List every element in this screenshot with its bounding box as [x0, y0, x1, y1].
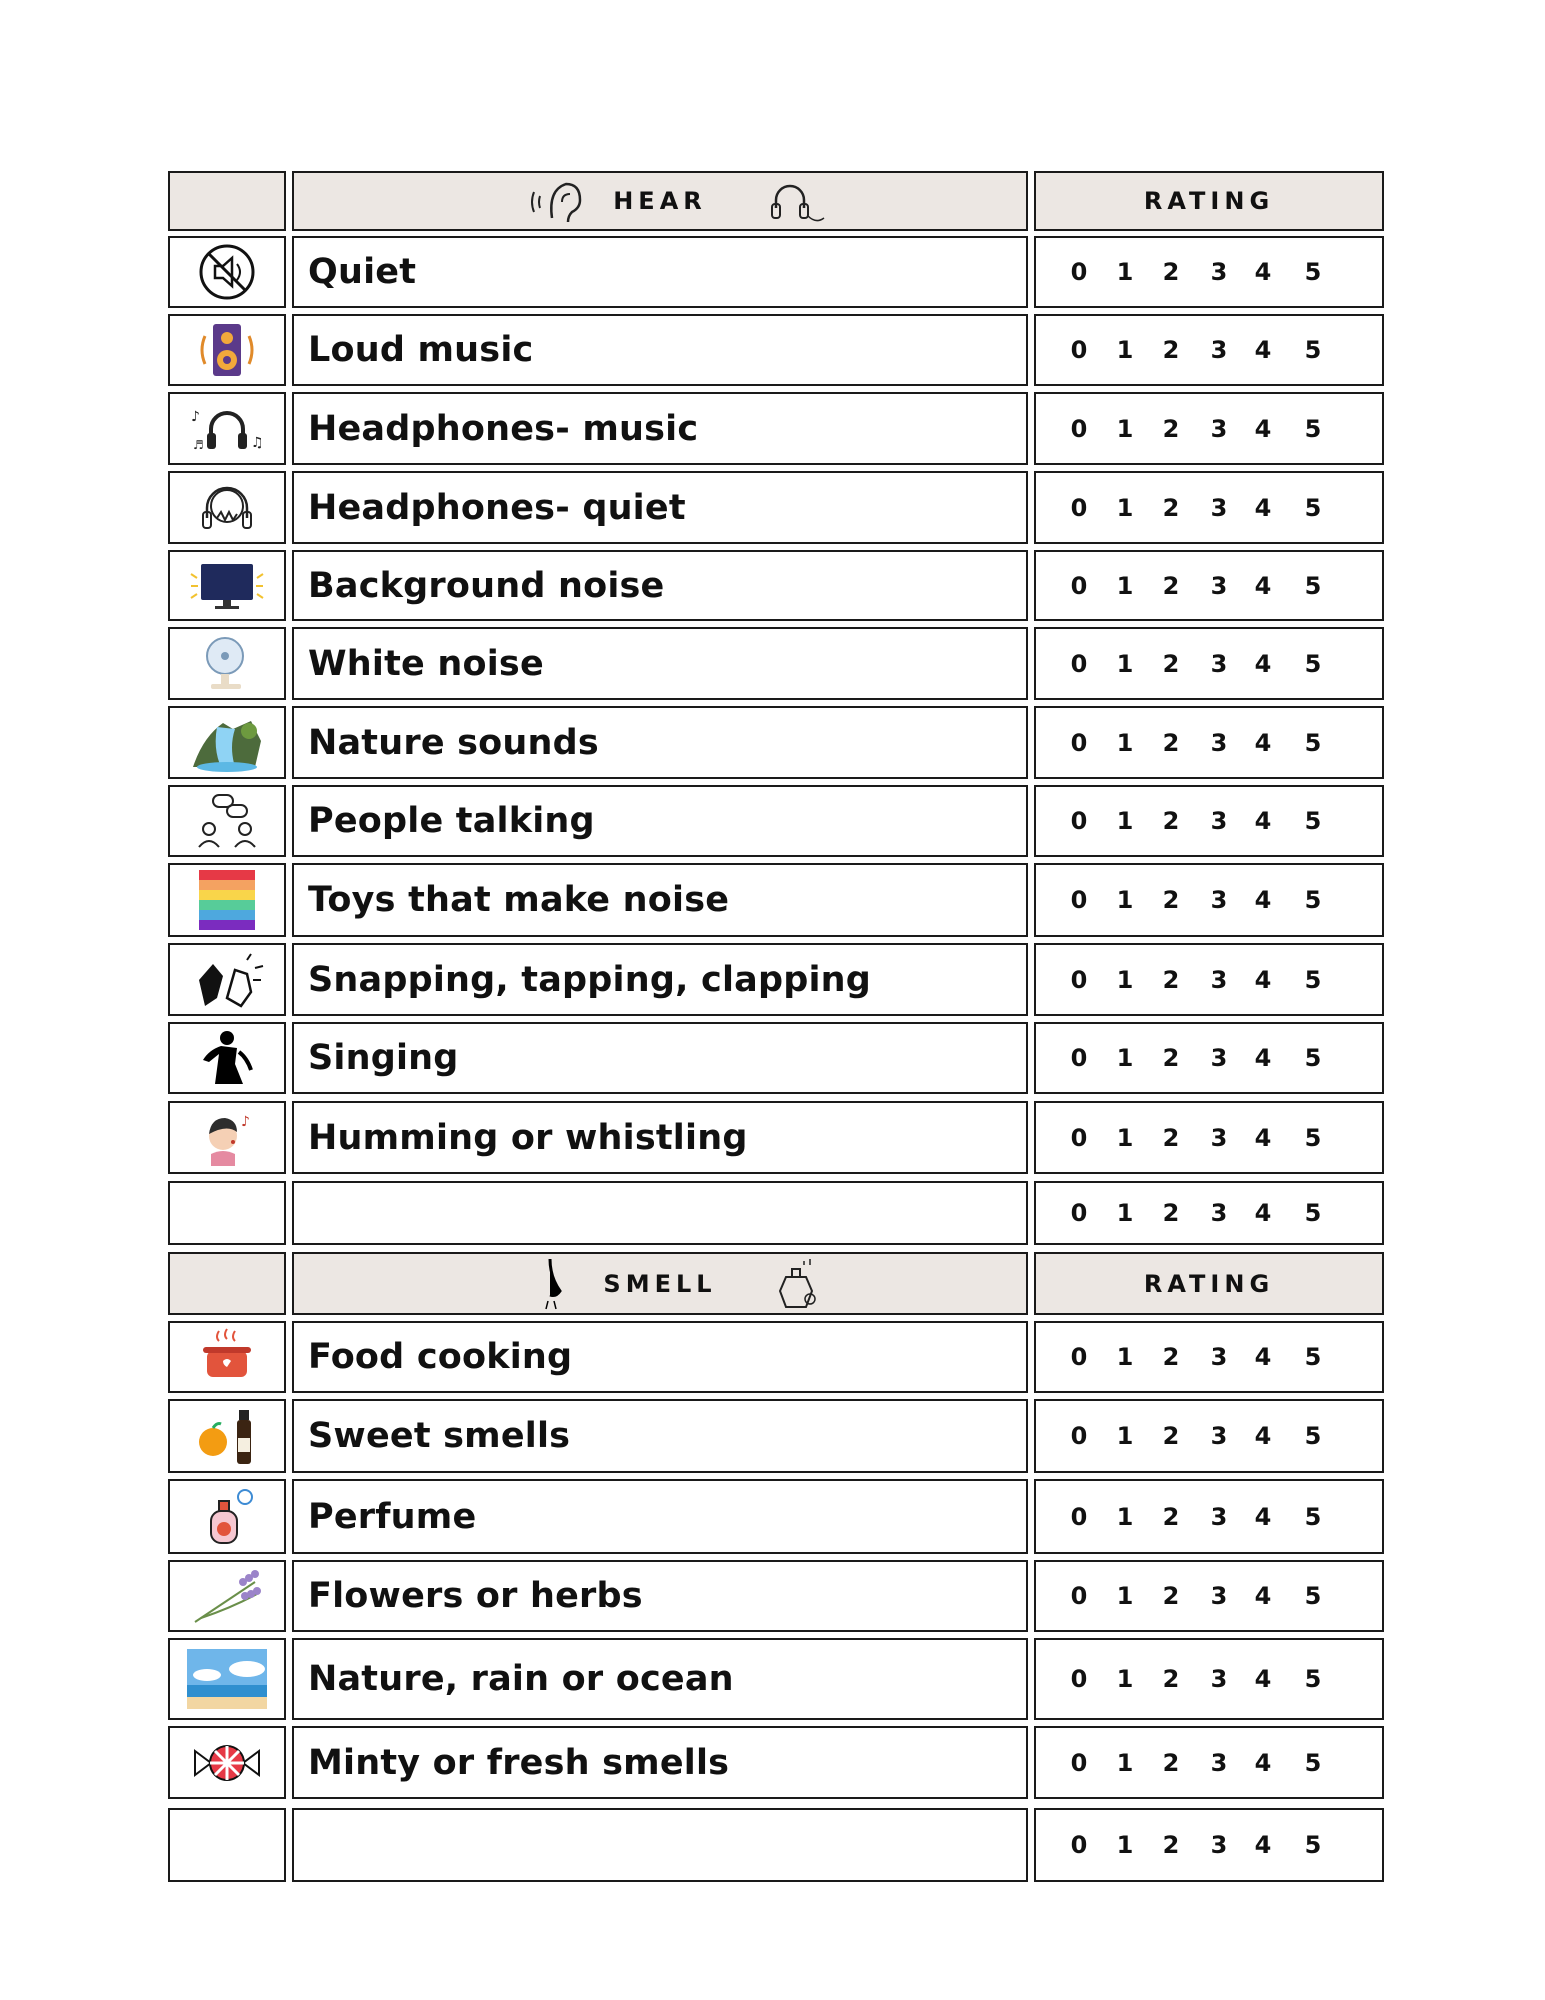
- item-label: Flowers or herbs: [308, 1576, 643, 1616]
- rating-scale: [1036, 335, 1382, 365]
- item-icon-cell: [168, 314, 286, 386]
- item-label-cell: [292, 1399, 1028, 1473]
- rating-scale: [1036, 728, 1382, 758]
- rating-option-3[interactable]: 3: [1210, 1044, 1228, 1072]
- rating-option-5[interactable]: 5: [1304, 1665, 1322, 1693]
- rating-option-0[interactable]: 0: [1070, 571, 1088, 600]
- television-icon: [187, 556, 267, 616]
- item-icon-cell: [168, 392, 286, 465]
- rating-cell: [1034, 1726, 1384, 1799]
- people-talking-icon: [187, 791, 267, 851]
- rating-cell: [1034, 1181, 1384, 1245]
- item-label-cell: [292, 943, 1028, 1016]
- rating-option-4[interactable]: 4: [1254, 1748, 1272, 1777]
- smell-header-title-cell: [292, 1252, 1028, 1315]
- rating-cell: [1034, 471, 1384, 544]
- rating-cell: [1034, 1638, 1384, 1720]
- rating-option-3[interactable]: 3: [1210, 728, 1228, 757]
- waterfall-icon: [187, 713, 267, 773]
- rating-option-4[interactable]: 4: [1254, 807, 1272, 835]
- headphones-quiet-icon: [187, 478, 267, 538]
- item-icon-cell: [168, 1181, 286, 1245]
- rating-option-1[interactable]: 1: [1116, 1422, 1134, 1450]
- item-label-cell: [292, 392, 1028, 465]
- item-label: Food cooking: [308, 1337, 573, 1377]
- rating-cell: [1034, 785, 1384, 857]
- item-label: Nature, rain or ocean: [308, 1659, 734, 1699]
- nose-icon: [526, 1257, 590, 1311]
- item-label-cell: [292, 1181, 1028, 1245]
- headphones-icon: [764, 174, 828, 228]
- rating-option-5[interactable]: 5: [1304, 886, 1322, 914]
- perfume-icon: [187, 1487, 267, 1547]
- item-label: Background noise: [308, 565, 665, 606]
- rating-option-0[interactable]: 0: [1070, 1665, 1088, 1693]
- rating-option-1[interactable]: 1: [1116, 649, 1134, 678]
- rating-label: RATING: [1143, 1269, 1275, 1298]
- rating-option-2[interactable]: 2: [1162, 1665, 1180, 1693]
- item-label: Headphones- music: [308, 408, 699, 449]
- rating-option-3[interactable]: 3: [1210, 1502, 1228, 1531]
- item-label-cell: [292, 863, 1028, 937]
- lavender-icon: [187, 1566, 267, 1626]
- rating-scale: [1036, 1502, 1382, 1532]
- hear-header-row: [168, 171, 1384, 231]
- rating-option-4[interactable]: 4: [1254, 258, 1272, 286]
- rating-option-5[interactable]: 5: [1304, 807, 1322, 835]
- item-icon-cell: [168, 706, 286, 779]
- rating-option-0[interactable]: 0: [1070, 336, 1088, 364]
- rating-option-5[interactable]: 5: [1304, 493, 1322, 522]
- rating-scale: [1036, 649, 1382, 679]
- rating-option-2[interactable]: 2: [1162, 728, 1180, 757]
- hear-header-title-cell: [292, 171, 1028, 231]
- rating-option-2[interactable]: 2: [1162, 1343, 1180, 1371]
- rating-scale: [1036, 806, 1382, 836]
- smell-row: [168, 1560, 1384, 1632]
- rating-option-3[interactable]: 3: [1210, 1665, 1228, 1693]
- rating-option-2[interactable]: 2: [1162, 1422, 1180, 1450]
- rating-option-2[interactable]: 2: [1162, 886, 1180, 914]
- rating-option-2[interactable]: 2: [1162, 649, 1180, 678]
- rating-option-0[interactable]: 0: [1070, 1123, 1088, 1152]
- rating-option-4[interactable]: 4: [1254, 493, 1272, 522]
- rating-option-4[interactable]: 4: [1254, 1665, 1272, 1693]
- rating-option-3[interactable]: 3: [1210, 965, 1228, 994]
- item-icon-cell: [168, 943, 286, 1016]
- rating-option-0[interactable]: 0: [1070, 965, 1088, 994]
- rating-cell: [1034, 1479, 1384, 1554]
- item-icon-cell: [168, 1321, 286, 1393]
- svg-text:♫: ♫: [251, 434, 264, 451]
- item-label: Minty or fresh smells: [308, 1742, 730, 1783]
- rating-option-5[interactable]: 5: [1304, 1044, 1322, 1072]
- item-icon-cell: [168, 1726, 286, 1799]
- rating-option-3[interactable]: 3: [1210, 649, 1228, 678]
- rating-option-4[interactable]: 4: [1254, 1044, 1272, 1072]
- rating-option-5[interactable]: 5: [1304, 649, 1322, 678]
- rating-option-4[interactable]: 4: [1254, 1582, 1272, 1610]
- cooking-pot-icon: [187, 1327, 267, 1387]
- rating-option-5[interactable]: 5: [1304, 1582, 1322, 1610]
- rating-option-3[interactable]: 3: [1210, 1831, 1228, 1859]
- hear-row: [168, 706, 1384, 779]
- hear-header-blank-cell: [168, 171, 286, 231]
- item-label-cell: [292, 1638, 1028, 1720]
- orange-vanilla-icon: [187, 1406, 267, 1466]
- rating-option-2[interactable]: 2: [1162, 571, 1180, 600]
- rating-option-4[interactable]: 4: [1254, 728, 1272, 757]
- item-label-cell: [292, 314, 1028, 386]
- rating-cell: [1034, 236, 1384, 308]
- rating-option-1[interactable]: 1: [1116, 1665, 1134, 1693]
- smell-header-row: [168, 1252, 1384, 1315]
- rating-option-5[interactable]: 5: [1304, 1123, 1322, 1152]
- rating-cell: [1034, 314, 1384, 386]
- rating-option-0[interactable]: 0: [1070, 1582, 1088, 1610]
- item-icon-cell: [168, 236, 286, 308]
- smell-section-title: SMELL: [603, 1269, 717, 1298]
- item-icon-cell: [168, 1022, 286, 1094]
- rating-scale: [1036, 1421, 1382, 1451]
- rating-option-1[interactable]: 1: [1116, 1831, 1134, 1859]
- ear-icon: [526, 174, 590, 228]
- item-label-cell: [292, 1022, 1028, 1094]
- rating-cell: [1034, 863, 1384, 937]
- hear-row: [168, 863, 1384, 937]
- item-label-cell: [292, 785, 1028, 857]
- rating-option-0[interactable]: 0: [1070, 1044, 1088, 1072]
- rating-option-2[interactable]: 2: [1162, 965, 1180, 994]
- item-label-cell: [292, 471, 1028, 544]
- singer-silhouette-icon: [187, 1028, 267, 1088]
- rating-option-4[interactable]: 4: [1254, 886, 1272, 914]
- svg-text:♪: ♪: [191, 408, 200, 425]
- hear-row: [168, 1022, 1384, 1094]
- rating-scale: [1036, 1043, 1382, 1073]
- rating-option-0[interactable]: 0: [1070, 258, 1088, 286]
- rating-option-4[interactable]: 4: [1254, 414, 1272, 443]
- rating-cell: [1034, 1399, 1384, 1473]
- rating-option-2[interactable]: 2: [1162, 1123, 1180, 1152]
- rating-option-4[interactable]: 4: [1254, 336, 1272, 364]
- rating-option-1[interactable]: 1: [1116, 258, 1134, 286]
- item-label-cell: [292, 236, 1028, 308]
- item-icon-cell: [168, 1560, 286, 1632]
- rating-option-1[interactable]: 1: [1116, 571, 1134, 600]
- hear-row: [168, 1101, 1384, 1174]
- rating-option-5[interactable]: 5: [1304, 571, 1322, 600]
- rating-cell: [1034, 627, 1384, 700]
- item-icon-cell: [168, 471, 286, 544]
- fan-icon: [187, 634, 267, 694]
- item-icon-cell: [168, 550, 286, 621]
- rating-option-3[interactable]: 3: [1210, 571, 1228, 600]
- speaker-icon: [187, 320, 267, 380]
- rating-option-1[interactable]: 1: [1116, 1199, 1134, 1227]
- rating-option-3[interactable]: 3: [1210, 414, 1228, 443]
- item-label-cell: [292, 1479, 1028, 1554]
- item-label: Loud music: [308, 330, 534, 370]
- rating-option-3[interactable]: 3: [1210, 1748, 1228, 1777]
- item-label: Snapping, tapping, clapping: [308, 959, 872, 1000]
- rating-cell: [1034, 1321, 1384, 1393]
- rating-option-3[interactable]: 3: [1210, 1343, 1228, 1371]
- item-label: Sweet smells: [308, 1416, 571, 1456]
- rating-option-5[interactable]: 5: [1304, 258, 1322, 286]
- smell-row: [168, 1321, 1384, 1393]
- rating-option-5[interactable]: 5: [1304, 1748, 1322, 1777]
- item-label-cell: [292, 1321, 1028, 1393]
- rating-option-0[interactable]: 0: [1070, 886, 1088, 914]
- rating-option-2[interactable]: 2: [1162, 807, 1180, 835]
- svg-text:♬: ♬: [193, 437, 204, 452]
- rating-scale: [1036, 1664, 1382, 1694]
- rating-cell: [1034, 550, 1384, 621]
- rating-option-3[interactable]: 3: [1210, 258, 1228, 286]
- rating-scale: [1036, 257, 1382, 287]
- peppermint-candy-icon: [187, 1733, 267, 1793]
- item-label-cell: [292, 1101, 1028, 1174]
- rating-label: RATING: [1143, 187, 1275, 215]
- smell-row: [168, 1479, 1384, 1554]
- clapping-hands-icon: [187, 950, 267, 1010]
- rating-option-2[interactable]: 2: [1162, 336, 1180, 364]
- rating-option-3[interactable]: 3: [1210, 336, 1228, 364]
- rating-scale: [1036, 571, 1382, 601]
- rating-scale: [1036, 1123, 1382, 1153]
- svg-text:♪: ♪: [241, 1113, 250, 1130]
- item-icon-cell: [168, 785, 286, 857]
- item-label-cell: [292, 1808, 1028, 1882]
- rating-option-2[interactable]: 2: [1162, 1044, 1180, 1072]
- rating-scale: [1036, 414, 1382, 444]
- rating-option-3[interactable]: 3: [1210, 1123, 1228, 1152]
- rating-option-4[interactable]: 4: [1254, 1343, 1272, 1371]
- rating-option-1[interactable]: 1: [1116, 728, 1134, 757]
- rating-cell: [1034, 943, 1384, 1016]
- rating-option-0[interactable]: 0: [1070, 1199, 1088, 1227]
- rating-scale: [1036, 885, 1382, 915]
- rating-option-3[interactable]: 3: [1210, 1199, 1228, 1227]
- rating-option-0[interactable]: 0: [1070, 807, 1088, 835]
- hear-row: [168, 314, 1384, 386]
- rating-option-1[interactable]: 1: [1116, 336, 1134, 364]
- rating-option-1[interactable]: 1: [1116, 414, 1134, 443]
- item-label: Humming or whistling: [308, 1117, 748, 1158]
- hear-row: [168, 471, 1384, 544]
- rating-option-3[interactable]: 3: [1210, 1422, 1228, 1450]
- rating-option-3[interactable]: 3: [1210, 807, 1228, 835]
- rating-option-4[interactable]: 4: [1254, 649, 1272, 678]
- rating-option-4[interactable]: 4: [1254, 1502, 1272, 1531]
- smell-row: [168, 1638, 1384, 1720]
- rating-option-1[interactable]: 1: [1116, 1044, 1134, 1072]
- rating-option-0[interactable]: 0: [1070, 1422, 1088, 1450]
- rating-option-5[interactable]: 5: [1304, 1422, 1322, 1450]
- beach-icon: [187, 1649, 267, 1709]
- rating-option-1[interactable]: 1: [1116, 886, 1134, 914]
- rating-option-1[interactable]: 1: [1116, 1502, 1134, 1531]
- smell-row: [168, 1808, 1384, 1882]
- rating-option-2[interactable]: 2: [1162, 1831, 1180, 1859]
- rating-option-5[interactable]: 5: [1304, 728, 1322, 757]
- rating-option-4[interactable]: 4: [1254, 1199, 1272, 1227]
- perfume-bottle-icon: [764, 1257, 828, 1311]
- rating-option-3[interactable]: 3: [1210, 1582, 1228, 1610]
- rating-option-1[interactable]: 1: [1116, 807, 1134, 835]
- rating-scale: [1036, 965, 1382, 995]
- rating-scale: [1036, 1198, 1382, 1228]
- rating-option-0[interactable]: 0: [1070, 1343, 1088, 1371]
- item-icon-cell: [168, 1399, 286, 1473]
- smell-row: [168, 1399, 1384, 1473]
- hear-rating-header-cell: [1034, 171, 1384, 231]
- item-label-cell: [292, 627, 1028, 700]
- rating-option-3[interactable]: 3: [1210, 493, 1228, 522]
- hear-row: [168, 550, 1384, 621]
- rating-option-5[interactable]: 5: [1304, 1199, 1322, 1227]
- item-icon-cell: [168, 863, 286, 937]
- hear-row: [168, 785, 1384, 857]
- item-label: People talking: [308, 801, 595, 841]
- hear-row: [168, 943, 1384, 1016]
- hear-row: [168, 1181, 1384, 1245]
- item-label: Perfume: [308, 1496, 477, 1537]
- item-icon-cell: [168, 1479, 286, 1554]
- rating-scale: [1036, 1830, 1382, 1860]
- rating-option-4[interactable]: 4: [1254, 1422, 1272, 1450]
- muted-speaker-icon: [187, 242, 267, 302]
- rating-option-0[interactable]: 0: [1070, 1831, 1088, 1859]
- rating-option-5[interactable]: 5: [1304, 1502, 1322, 1531]
- rating-option-5[interactable]: 5: [1304, 1343, 1322, 1371]
- rating-option-2[interactable]: 2: [1162, 493, 1180, 522]
- rating-option-0[interactable]: 0: [1070, 493, 1088, 522]
- smell-row: [168, 1726, 1384, 1799]
- rating-option-2[interactable]: 2: [1162, 258, 1180, 286]
- item-label-cell: [292, 706, 1028, 779]
- rating-option-1[interactable]: 1: [1116, 965, 1134, 994]
- smell-header-blank-cell: [168, 1252, 286, 1315]
- item-icon-cell: [168, 1808, 286, 1882]
- rating-scale: [1036, 1342, 1382, 1372]
- rating-cell: [1034, 1101, 1384, 1174]
- rating-option-0[interactable]: 0: [1070, 1502, 1088, 1531]
- rating-option-1[interactable]: 1: [1116, 1123, 1134, 1152]
- rating-cell: [1034, 1808, 1384, 1882]
- rating-option-2[interactable]: 2: [1162, 1199, 1180, 1227]
- smell-rating-header-cell: [1034, 1252, 1384, 1315]
- rating-scale: [1036, 493, 1382, 523]
- hear-section-title: HEAR: [613, 187, 707, 215]
- hear-row: [168, 627, 1384, 700]
- item-label-cell: [292, 1560, 1028, 1632]
- rating-option-2[interactable]: 2: [1162, 414, 1180, 443]
- rating-option-3[interactable]: 3: [1210, 886, 1228, 914]
- item-label: Quiet: [308, 252, 417, 292]
- rating-option-4[interactable]: 4: [1254, 571, 1272, 600]
- item-label: Headphones- quiet: [308, 487, 686, 528]
- rating-option-2[interactable]: 2: [1162, 1502, 1180, 1531]
- rating-option-4[interactable]: 4: [1254, 965, 1272, 994]
- whistling-girl-icon: [187, 1108, 267, 1168]
- item-label: White noise: [308, 643, 544, 684]
- item-label-cell: [292, 1726, 1028, 1799]
- rating-option-1[interactable]: 1: [1116, 1748, 1134, 1777]
- rating-option-1[interactable]: 1: [1116, 493, 1134, 522]
- pop-it-toy-icon: [187, 870, 267, 930]
- rating-cell: [1034, 392, 1384, 465]
- rating-option-0[interactable]: 0: [1070, 728, 1088, 757]
- rating-option-2[interactable]: 2: [1162, 1748, 1180, 1777]
- hear-row: [168, 392, 1384, 465]
- rating-option-5[interactable]: 5: [1304, 414, 1322, 443]
- item-label: Nature sounds: [308, 722, 599, 763]
- item-label-cell: [292, 550, 1028, 621]
- rating-cell: [1034, 706, 1384, 779]
- hear-row: [168, 236, 1384, 308]
- rating-option-0[interactable]: 0: [1070, 649, 1088, 678]
- item-icon-cell: [168, 1101, 286, 1174]
- rating-option-5[interactable]: 5: [1304, 1831, 1322, 1859]
- rating-option-0[interactable]: 0: [1070, 1748, 1088, 1777]
- rating-option-4[interactable]: 4: [1254, 1123, 1272, 1152]
- rating-option-1[interactable]: 1: [1116, 1582, 1134, 1610]
- item-icon-cell: [168, 627, 286, 700]
- rating-scale: [1036, 1748, 1382, 1778]
- rating-option-5[interactable]: 5: [1304, 336, 1322, 364]
- rating-option-2[interactable]: 2: [1162, 1582, 1180, 1610]
- rating-cell: [1034, 1560, 1384, 1632]
- item-label: Singing: [308, 1038, 459, 1078]
- rating-option-5[interactable]: 5: [1304, 965, 1322, 994]
- item-label: Toys that make noise: [308, 880, 730, 920]
- item-icon-cell: [168, 1638, 286, 1720]
- rating-option-0[interactable]: 0: [1070, 414, 1088, 443]
- headphones-music-icon: [187, 399, 267, 459]
- rating-scale: [1036, 1581, 1382, 1611]
- rating-option-4[interactable]: 4: [1254, 1831, 1272, 1859]
- rating-cell: [1034, 1022, 1384, 1094]
- rating-option-1[interactable]: 1: [1116, 1343, 1134, 1371]
